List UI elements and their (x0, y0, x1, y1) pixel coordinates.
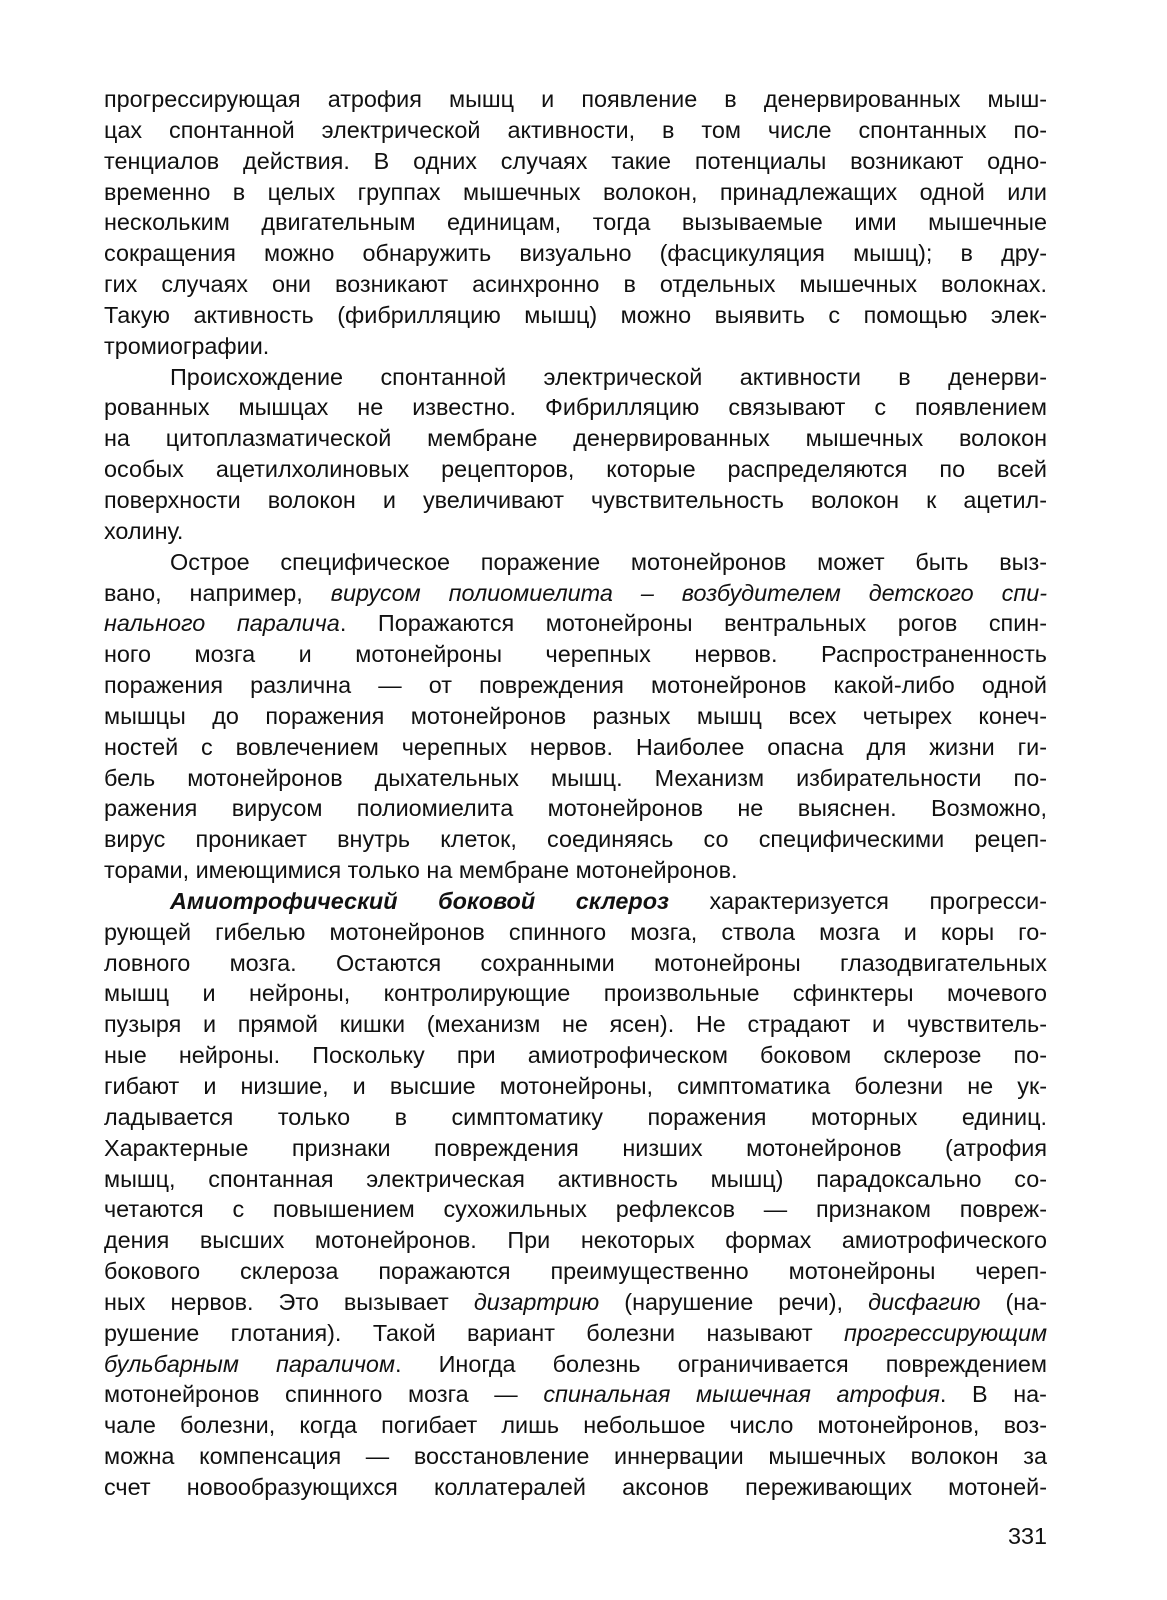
text-line (104, 84, 1047, 115)
text-run: временно в целых группах мышечных волокон, принадлежащих одной или (104, 178, 1047, 205)
text-line (104, 547, 1047, 578)
text-line (104, 516, 1047, 547)
text-line (104, 1164, 1047, 1195)
text-run: бокового склероза поражаются преимущественно мотонейроны череп- (104, 1258, 1047, 1285)
text-run: прогрессирующая атрофия мышц и появление в денервированных мыш- (104, 86, 1047, 112)
paragraph (104, 362, 1047, 547)
text-run: Такую активность (фибрилляцию мышц) можно выявить с помощью элек- (104, 301, 1047, 328)
text-run: рованных мышцах не известно. Фибрилляцию связывают с появлением (104, 394, 1047, 421)
text-line (104, 331, 1047, 362)
text-line (104, 886, 1047, 917)
text-run: счет новообразующихся коллатералей аксонов переживающих мотоней- (104, 1473, 1047, 1500)
text-line (104, 423, 1047, 454)
text-run: бель мотонейронов дыхательных мышц. Механизм избирательности по- (104, 764, 1047, 791)
italic-term: прогрессирующим (843, 1319, 1047, 1346)
text-line (104, 732, 1047, 763)
text-line (104, 1009, 1047, 1040)
text-line (104, 824, 1047, 855)
text-line (104, 1256, 1047, 1287)
text-line (104, 177, 1047, 208)
text-run: ловного мозга. Остаются сохранными мотонейроны глазодвигательных (104, 949, 1047, 976)
text-line (104, 454, 1047, 485)
bold-italic-term: Амиотрофический боковой склероз (170, 887, 669, 914)
text-run: вирус проникает внутрь клеток, соединяясь со специфическими рецеп- (104, 826, 1047, 853)
text-run: на цитоплазматической мембране денервированных мышечных волокон (104, 425, 1047, 452)
text-run: цах спонтанной электрической активности, в том числе спонтанных по- (104, 116, 1047, 143)
text-line (104, 207, 1047, 238)
text-run: мотонейронов спинного мозга — (104, 1381, 544, 1408)
text-run: Характерные признаки повреждения низших мотонейронов (атрофия (104, 1134, 1047, 1161)
paragraph (104, 886, 1047, 1503)
text-line (104, 1040, 1047, 1071)
text-line (104, 1318, 1047, 1349)
text-line (104, 1133, 1047, 1164)
text-run: чале болезни, когда погибает лишь небольшое число мотонейронов, воз- (104, 1412, 1047, 1439)
text-line (104, 1287, 1047, 1318)
italic-term: бульбарным параличом (104, 1350, 395, 1377)
text-run: характеризуется прогресси- (668, 887, 1047, 914)
text-run: ных нервов. Это вызывает (104, 1288, 474, 1315)
text-run: нескольким двигательным единицам, тогда вызываемые ими мышечные (104, 209, 1047, 236)
text-line (104, 1071, 1047, 1102)
text-line (104, 948, 1047, 979)
text-line (104, 1194, 1047, 1225)
text-line (104, 608, 1047, 639)
text-line (104, 917, 1047, 948)
text-run: торами, имеющимися только на мембране мотонейронов. (104, 857, 738, 884)
text-line (104, 1349, 1047, 1380)
text-run: вано, например, (104, 579, 331, 606)
text-run: . В на- (939, 1381, 1047, 1408)
text-line (104, 362, 1047, 393)
page-body-text (104, 84, 1047, 1503)
text-run: поражения различна — от повреждения мотонейронов какой-либо одной (104, 672, 1047, 699)
text-run: рующей гибелью мотонейронов спинного мозга, ствола мозга и коры го- (104, 918, 1047, 945)
text-line (104, 763, 1047, 794)
paragraph (104, 547, 1047, 886)
text-run: . Поражаются мотонейроны вентральных рогов спин- (339, 610, 1047, 637)
text-run: можна компенсация — восстановление иннервации мышечных волокон за (104, 1443, 1047, 1470)
text-line (104, 146, 1047, 177)
text-run: тенциалов действия. В одних случаях такие потенциалы возникают одно- (104, 147, 1047, 174)
text-line (104, 1410, 1047, 1441)
text-run: сокращения можно обнаружить визуально (фасцикуляция мышц); в дру- (104, 240, 1047, 267)
text-run: гих случаях они возникают асинхронно в отдельных мышечных волокнах. (104, 271, 1047, 298)
text-run: ладывается только в симптоматику поражения моторных единиц. (104, 1103, 1047, 1130)
italic-term: дисфагию (868, 1288, 981, 1315)
text-run: мышц, спонтанная электрическая активность мышц) парадоксально со- (104, 1165, 1047, 1192)
text-line (104, 578, 1047, 609)
text-run: четаются с повышением сухожильных рефлексов — признаком повреж- (104, 1196, 1047, 1223)
text-run: (нарушение речи), (599, 1288, 869, 1315)
text-line (104, 1102, 1047, 1133)
text-run: ные нейроны. Поскольку при амиотрофическом боковом склерозе по- (104, 1042, 1047, 1069)
text-line (104, 1472, 1047, 1503)
text-line (104, 115, 1047, 146)
text-run: пузыря и прямой кишки (механизм не ясен). Не страдают и чувствитель- (104, 1011, 1047, 1038)
text-line (104, 269, 1047, 300)
text-line (104, 639, 1047, 670)
text-run: мышцы до поражения мотонейронов разных мышц всех четырех конеч- (104, 702, 1047, 729)
text-run: дения высших мотонейронов. При некоторых формах амиотрофического (104, 1227, 1047, 1254)
text-run: особых ацетилхолиновых рецепторов, которые распределяются по всей (104, 456, 1047, 483)
paragraph (104, 84, 1047, 362)
text-line (104, 793, 1047, 824)
text-line (104, 978, 1047, 1009)
text-run: холину. (104, 517, 184, 544)
text-line (104, 392, 1047, 423)
italic-term: спинальная мышечная атрофия (543, 1381, 940, 1408)
text-run: гибают и низшие, и высшие мотонейроны, симптоматика болезни не ук- (104, 1073, 1047, 1099)
text-line (104, 855, 1047, 886)
text-run: тромиографии. (104, 332, 270, 359)
italic-term: нального паралича (104, 610, 340, 637)
text-run: ного мозга и мотонейроны черепных нервов. Распространенность (104, 641, 1047, 668)
italic-term: вирусом полиомиелита – возбудителем детского спи- (330, 579, 1047, 606)
text-line (104, 485, 1047, 516)
text-run: поверхности волокон и увеличивают чувствительность волокон к ацетил- (104, 486, 1047, 513)
text-line (104, 1225, 1047, 1256)
text-run: мышц и нейроны, контролирующие произвольные сфинктеры мочевого (104, 980, 1047, 1007)
text-run: . Иногда болезнь ограничивается повреждением (394, 1350, 1047, 1377)
text-line (104, 238, 1047, 269)
text-line (104, 701, 1047, 732)
text-run: Острое специфическое поражение мотонейронов может быть выз- (170, 548, 1047, 575)
text-run: рушение глотания). Такой вариант болезни называют (104, 1319, 844, 1346)
text-run: Происхождение спонтанной электрической активности в денерви- (170, 363, 1047, 390)
page-number: 331 (1007, 1523, 1047, 1549)
text-run: (на- (980, 1288, 1047, 1315)
text-line (104, 1441, 1047, 1472)
text-line (104, 1379, 1047, 1410)
text-line (104, 300, 1047, 331)
text-run: ностей с вовлечением черепных нервов. Наиболее опасна для жизни ги- (104, 733, 1047, 760)
text-run: ражения вирусом полиомиелита мотонейронов не выяснен. Возможно, (104, 795, 1047, 822)
italic-term: дизартрию (473, 1288, 600, 1315)
text-line (104, 670, 1047, 701)
